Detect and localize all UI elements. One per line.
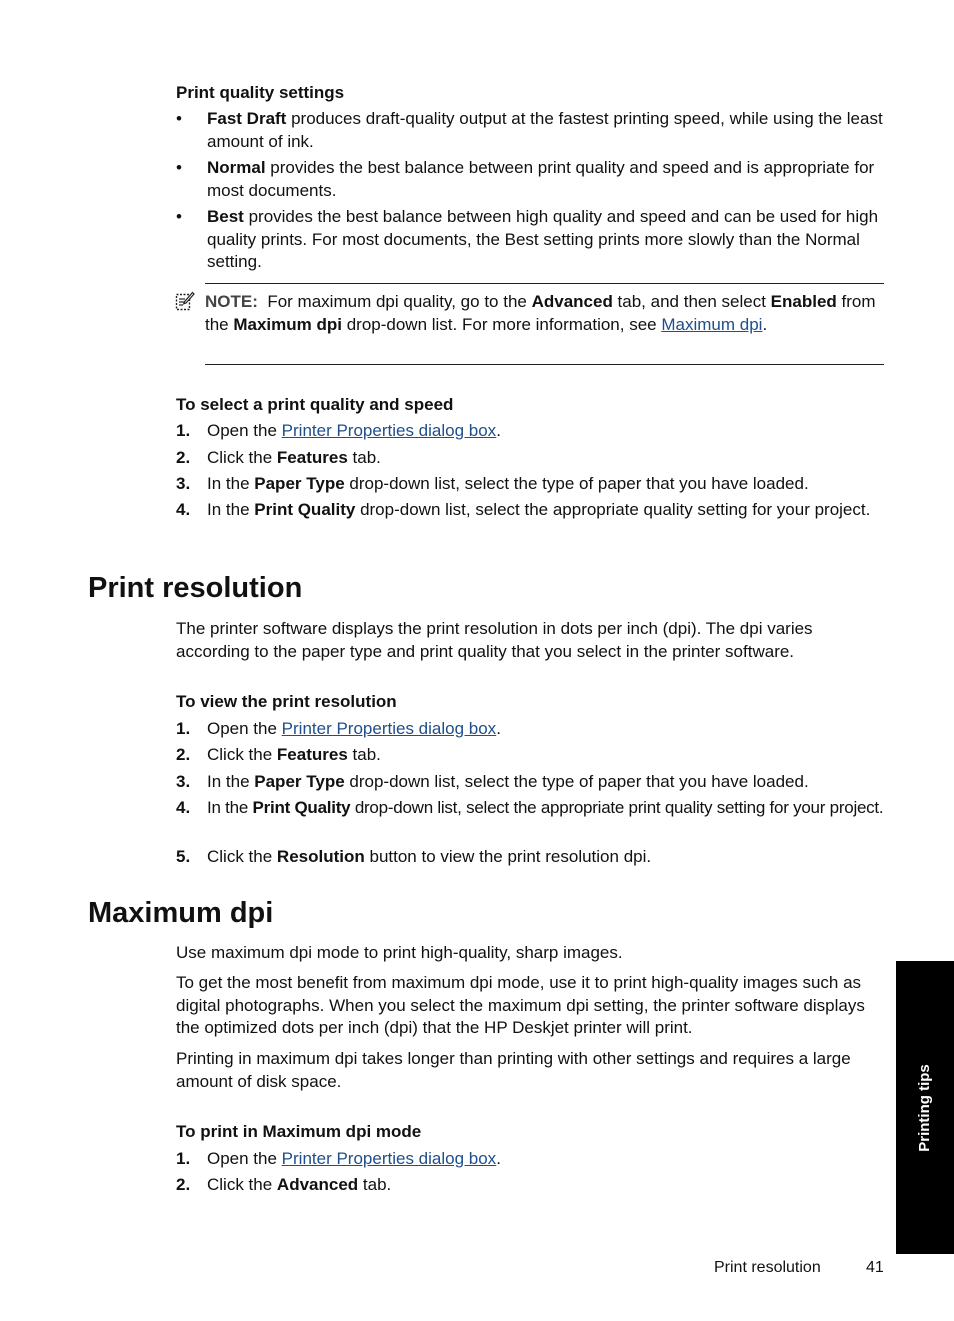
note-label: NOTE: [205,292,258,311]
step-number: 3. [176,772,191,791]
step-number: 2. [176,745,191,764]
step-text: Open the [207,1149,282,1168]
step-number: 4. [176,500,191,519]
step-text: Open the [207,421,282,440]
resolution-step-3 [207,771,885,794]
maxdpi-paragraph-2: To get the most benefit from maximum dpi mode, use it to print high-quality images such as digital photographs. When you select the maximum dpi setting, the printer software displays the optimized dots per inch (dpi) that the HP Deskjet printer will print. [176,973,865,1037]
step-number: 2. [176,448,191,467]
step-text: tab. [347,745,381,764]
step-text: . [496,719,501,738]
maxdpi-paragraph-1: Use maximum dpi mode to print high-quality, sharp images. [176,943,623,962]
step-term: Print Quality [254,500,356,519]
step-text: . [496,1149,501,1168]
select-step-3 [207,473,885,496]
bullet-marker: • [176,158,182,177]
bullet-marker: • [176,207,182,226]
note-bottom-rule [205,364,884,365]
select-step-1 [207,420,885,443]
step-text: Click the [207,448,277,467]
step-text: Click the [207,745,277,764]
step-number: 2. [176,1175,191,1194]
step-term: Features [276,745,348,764]
link-printer-properties[interactable]: Printer Properties dialog box [281,1149,497,1168]
desc-fast-draft: produces draft-quality output at the fastest printing speed, while using the least amount of ink. [207,109,883,151]
step-term: Resolution [276,847,365,866]
side-tab-printing-tips [896,961,954,1254]
step-number: 1. [176,1149,191,1168]
resolution-step-5 [207,846,885,869]
note-text-part: . [762,314,768,334]
note-text-part: tab, and then select [612,292,771,311]
link-printer-properties[interactable]: Printer Properties dialog box [281,719,497,738]
note-top-rule [205,283,884,284]
note-term-enabled: Enabled [770,292,837,311]
step-number: 1. [176,719,191,738]
step-text: tab. [347,448,381,467]
note-text [205,291,885,336]
step-text: drop-down list, select the type of paper that you have loaded. [344,772,809,791]
list-item-best [207,206,885,274]
section-title-print-resolution: Print resolution [88,572,303,604]
step-text: tab. [358,1175,392,1194]
select-step-4 [207,499,885,522]
step-number: 3. [176,474,191,493]
note-icon [175,291,195,311]
bullet-marker: • [176,109,182,128]
resolution-step-4 [207,797,885,820]
heading-view-resolution: To view the print resolution [176,692,397,711]
term-fast-draft: Fast Draft [207,109,287,128]
step-term: Features [276,448,348,467]
section-title-maximum-dpi: Maximum dpi [88,897,274,929]
step-number: 4. [176,798,191,817]
resolution-paragraph: The printer software displays the print resolution in dots per inch (dpi). The dpi varies according to the paper type and print quality that you select in the printer software. [176,619,813,661]
note-text-part: For maximum dpi quality, go to the [257,292,532,311]
note-term-advanced: Advanced [531,292,613,311]
heading-print-max-dpi: To print in Maximum dpi mode [176,1122,422,1141]
footer-section-name: Print resolution [714,1259,821,1276]
step-number: 5. [176,847,191,866]
step-text: drop-down list, select the appropriate print quality setting for your project. [350,798,884,817]
step-text: In the [207,474,255,493]
step-text: In the [207,798,253,817]
term-best: Best [207,207,244,226]
step-text: button to view the print resolution dpi. [364,847,652,866]
maxdpi-step-2 [207,1174,885,1197]
step-term: Paper Type [254,772,345,791]
step-number: 1. [176,421,191,440]
step-text: In the [207,500,255,519]
maxdpi-step-1 [207,1148,885,1171]
term-normal: Normal [207,158,266,177]
link-maximum-dpi[interactable]: Maximum dpi [661,314,763,334]
resolution-step-1 [207,718,885,741]
step-term: Advanced [276,1175,359,1194]
step-text: Click the [207,847,277,866]
list-item-normal [207,157,885,202]
note-text-part: drop-down list. For more information, see [341,314,662,334]
step-text: Click the [207,1175,277,1194]
step-term: Paper Type [254,474,345,493]
link-printer-properties[interactable]: Printer Properties dialog box [281,421,497,440]
heading-print-quality-settings: Print quality settings [176,83,345,102]
step-text: Open the [207,719,282,738]
step-text: In the [207,772,255,791]
list-item-fast-draft [207,108,885,153]
side-tab-label: Printing tips [915,1063,933,1152]
step-term: Print Quality [252,798,351,817]
footer-page-number: 41 [866,1259,884,1276]
desc-best: provides the best balance between high quality and speed and can be used for high quality prints. For most documents, the Best setting prints more slowly than the Normal setting. [207,207,879,271]
select-step-2 [207,447,885,470]
heading-select-quality: To select a print quality and speed [176,395,454,414]
step-text: . [496,421,501,440]
note-term-maximum-dpi: Maximum dpi [233,314,342,334]
note-text-part: from the [205,292,881,334]
resolution-step-2 [207,744,885,767]
step-text: drop-down list, select the appropriate quality setting for your project. [355,500,871,519]
step-text: drop-down list, select the type of paper that you have loaded. [344,474,809,493]
desc-normal: provides the best balance between print quality and speed and is appropriate for most documents. [207,158,875,200]
maxdpi-paragraph-3: Printing in maximum dpi takes longer than printing with other settings and requires a large amount of disk space. [176,1049,851,1091]
